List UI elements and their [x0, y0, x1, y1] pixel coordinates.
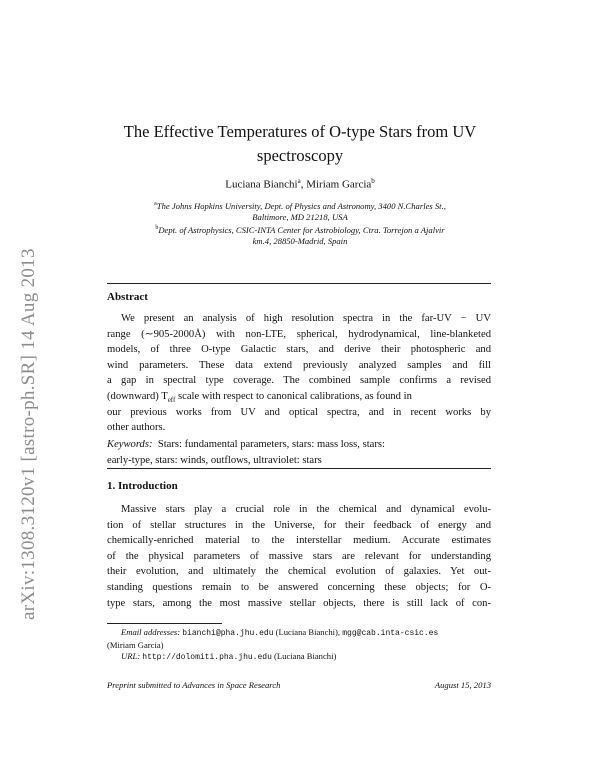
abstract-line: We present an analysis of high resolution spectra in the far-UV − UV: [121, 313, 491, 324]
email-label: Email addresses:: [121, 627, 181, 637]
footnote-url: [107, 651, 491, 664]
abstract-line: our previous works from UV and optical spectra, and in recent works by: [107, 406, 491, 418]
author-name: Miriam Garcia: [306, 178, 372, 191]
intro-line: standing questions remain to be answered concerning these objects; for O-: [107, 581, 491, 593]
abstract-bottom-rule: [107, 468, 491, 469]
email-owner: (Miriam Garcia): [107, 639, 164, 650]
abstract-line: other authors.: [107, 422, 166, 434]
affiliation-mark: a: [297, 177, 301, 185]
intro-line: their evolution, and ultimately the chemical evolution of galaxies. Yet out-: [107, 566, 491, 578]
keywords-label: Keywords:: [107, 439, 153, 450]
url-label: URL:: [121, 651, 141, 661]
author-separator: ,: [300, 178, 307, 191]
footnotes: [107, 627, 491, 664]
footnote-email: [107, 627, 491, 640]
abstract-line: wind parameters. These data extend previously analyzed samples and fill: [107, 359, 491, 371]
journal-note: Preprint submitted to Advances in Space Research: [107, 680, 281, 690]
title-line-2: spectroscopy: [256, 146, 344, 165]
paper-title: [100, 120, 500, 168]
page-footer: [107, 680, 491, 690]
abstract-top-rule: [107, 283, 491, 284]
introduction-body: [107, 502, 491, 611]
abstract-line: range (∼905-2000Å) with non-LTE, spherical, hydrodynamical, line-blanketed: [107, 328, 491, 340]
title-line-1: The Effective Temperatures of O-type Stars from UV: [123, 122, 477, 141]
author-name: Luciana Bianchi: [225, 178, 298, 191]
footer-date: August 15, 2013: [434, 680, 491, 690]
affiliation-a: [110, 199, 490, 224]
email-link-garcia[interactable]: mgg@cab.inta-csic.es: [342, 629, 439, 638]
affiliation-text: The Johns Hopkins University, Dept. of Physics and Astronomy, 3400 N.Charles St.,: [156, 200, 446, 211]
intro-line: of the physical parameters of massive stars are relevant for understanding: [107, 550, 491, 562]
keywords-block: [107, 437, 491, 468]
author-list: [100, 177, 500, 191]
affiliation-line: [110, 223, 490, 236]
abstract-text: scale with respect to canonical calibrations, as found in: [175, 390, 412, 402]
affiliation-b: [110, 223, 490, 248]
section-heading-introduction: 1. Introduction: [107, 480, 178, 492]
intro-line: tion of stellar structures in the Universe, for their feedback of energy and: [107, 519, 491, 531]
url-owner: (Luciana Bianchi): [271, 651, 337, 661]
abstract-text: (downward) T: [107, 390, 168, 402]
intro-line: Massive stars play a crucial role in the chemical and dynamical evolu-: [121, 504, 491, 515]
affiliation-mark: a: [154, 201, 157, 207]
teff-subscript: eff: [167, 396, 176, 405]
affiliation-mark: b: [155, 225, 159, 231]
abstract-body: [107, 311, 491, 436]
footnote-rule: [107, 623, 222, 624]
keywords-line: [107, 437, 491, 453]
abstract-line: [107, 389, 491, 405]
arxiv-identifier: arXiv:1308.3120v1 [astro-ph.SR] 14 Aug 2013: [18, 248, 39, 620]
url-link[interactable]: http://dolomiti.pha.jhu.edu: [142, 653, 272, 662]
intro-line: type stars, among the most massive stellar objects, there is still lack of con-: [107, 597, 491, 609]
keywords-text: Stars: fundamental parameters, stars: mass loss, stars:: [157, 439, 385, 450]
keywords-line: early-type, stars: winds, outflows, ultraviolet: stars: [107, 454, 322, 466]
affiliation-text: Dept. of Astrophysics, CSIC-INTA Center for Astrobiology, Ctra. Torrejon a Ajalvir: [158, 224, 445, 235]
email-owner: (Luciana Bianchi),: [273, 627, 343, 637]
abstract-line: models, of three O-type Galactic stars, and derive their photospheric and: [107, 344, 491, 356]
intro-line: chemically-enriched material to the interstellar medium. Accurate estimates: [107, 535, 491, 547]
affiliation-line: [110, 199, 490, 212]
affiliation-mark: b: [371, 177, 375, 185]
abstract-line: a gap in spectral type coverage. The combined sample confirms a revised: [107, 375, 491, 387]
abstract-heading: Abstract: [107, 291, 148, 303]
affiliation-line: Baltimore, MD 21218, USA: [252, 212, 348, 223]
email-link-bianchi[interactable]: bianchi@pha.jhu.edu: [182, 629, 274, 638]
affiliation-line: km.4, 28850-Madrid, Spain: [252, 236, 348, 247]
